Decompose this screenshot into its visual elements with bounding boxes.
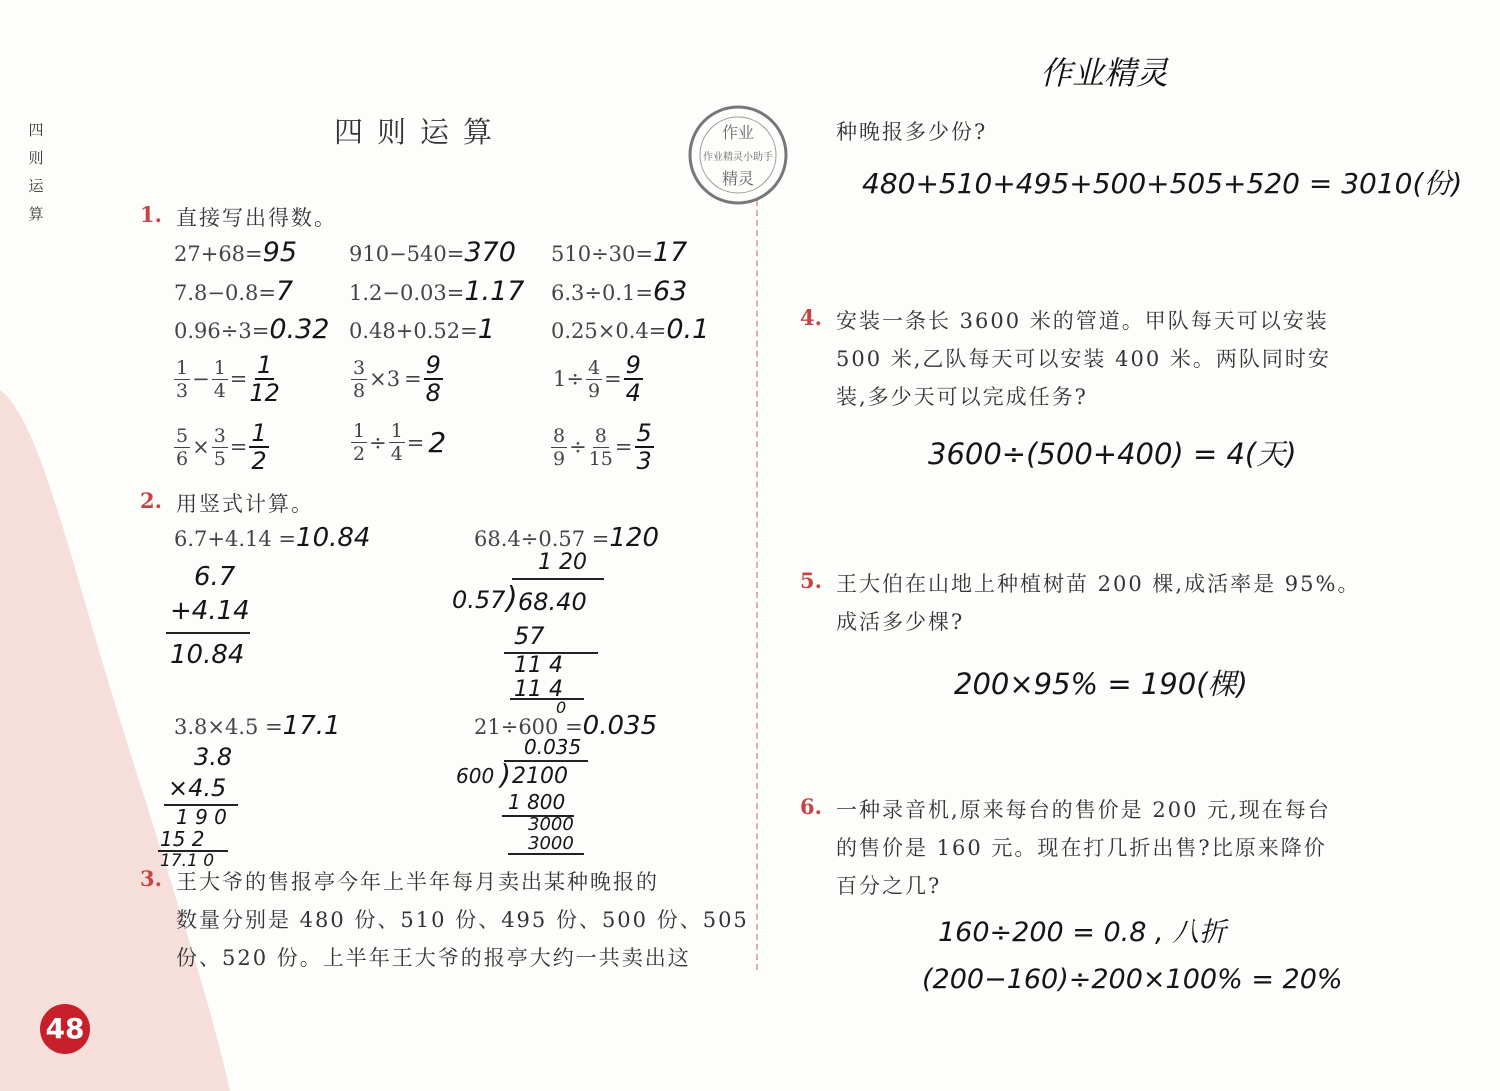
handwritten-answer: 2 xyxy=(428,426,447,459)
work-line: 10.84 xyxy=(170,640,245,670)
handwritten-answer: 160÷200 = 0.8 , 八折 xyxy=(938,917,1227,948)
fraction: $\frac{8}{9}$ xyxy=(553,424,566,470)
work-line: 11 4 xyxy=(514,653,563,678)
handwritten-answer: $\frac{9}{8}$ xyxy=(425,351,441,407)
handwritten-answer: 95 xyxy=(262,237,297,268)
page-divider xyxy=(756,200,758,970)
work-rule xyxy=(504,760,588,762)
question-text: 直接写出得数。 xyxy=(176,206,337,230)
question-number: 2. xyxy=(140,488,162,513)
handwritten-answer: 1.17 xyxy=(464,276,525,307)
problem-text: 0.48+0.52= xyxy=(349,319,478,343)
work-line: 17.1 0 xyxy=(160,851,215,871)
work-line: 3000 xyxy=(528,814,574,835)
question-text: 成活多少棵? xyxy=(836,610,965,634)
stamp-text: 精灵 xyxy=(721,169,755,188)
problem-text: 68.4÷0.57 = xyxy=(474,527,610,551)
work-line: 600 xyxy=(456,764,495,788)
work-line: 11 4 xyxy=(514,677,563,702)
fraction: $\frac{4}{9}$ xyxy=(587,356,601,402)
handwritten-answer: 7 xyxy=(276,276,294,307)
problem xyxy=(551,276,688,307)
question-text: 一种录音机,原来每台的售价是 200 元,现在每台 xyxy=(836,798,1331,822)
question-text: 的售价是 160 元。现在打几折出售?比原来降价 xyxy=(836,836,1327,860)
handwritten-answer: $\frac{9}{4}$ xyxy=(625,351,641,407)
side-tab xyxy=(26,116,46,228)
question-number: 1. xyxy=(140,202,162,227)
brand-watermark: 作业精灵 xyxy=(1040,54,1169,92)
work-line: 1 20 xyxy=(538,550,587,575)
division-bracket: ) xyxy=(506,581,518,616)
fraction: $\frac{3}{5}$ xyxy=(213,424,226,470)
fraction: $\frac{5}{6}$ xyxy=(176,424,189,470)
fraction-problem: $\frac{3}{8}$ ×3 = $\frac{9}{8}$ xyxy=(353,351,441,407)
side-tab-char: 算 xyxy=(28,205,44,223)
handwritten-answer: 370 xyxy=(464,237,516,268)
work-line: 1 9 0 xyxy=(176,805,227,829)
work-line: 0.57 xyxy=(452,586,506,614)
handwritten-answer: 120 xyxy=(609,523,660,553)
question-number: 4. xyxy=(800,305,822,330)
problem xyxy=(551,237,688,268)
fraction: $\frac{3}{8}$ xyxy=(353,356,366,402)
work-line: 3000 xyxy=(528,833,574,854)
question-text: 数量分别是 480 份、510 份、495 份、500 份、505 xyxy=(176,908,749,932)
fraction-problem: $\frac{1}{2}$ ÷ $\frac{1}{4}$ = 2 xyxy=(353,420,447,465)
problem xyxy=(174,713,341,740)
question-text: 种晚报多少份? xyxy=(836,120,988,144)
handwritten-answer: (200−160)÷200×100% = 20% xyxy=(922,964,1343,995)
fraction: $\frac{1}{4}$ xyxy=(213,356,226,402)
handwritten-answer: 3600÷(500+400) = 4(天) xyxy=(928,437,1297,471)
work-line: 1 800 xyxy=(508,790,566,814)
question-text: 王大爷的售报亭今年上半年每月卖出某种晚报的 xyxy=(176,870,659,894)
question-text: 装,多少天可以完成任务? xyxy=(836,385,1088,409)
handwritten-answer: 200×95% = 190(棵) xyxy=(954,667,1248,701)
handwritten-answer: 0.32 xyxy=(269,314,330,345)
problem xyxy=(551,314,710,345)
page-number: 48 xyxy=(40,1004,90,1054)
question-text: 王大伯在山地上种植树苗 200 棵,成活率是 95%。 xyxy=(836,572,1361,596)
division-bracket: ) xyxy=(500,758,511,791)
problem-text: 6.3÷0.1= xyxy=(551,281,653,305)
question-number: 3. xyxy=(140,866,162,891)
handwritten-answer: $\frac{1}{2}$ xyxy=(251,419,267,475)
side-tab-char: 四 xyxy=(28,121,44,139)
handwritten-answer: 1 xyxy=(477,314,495,345)
work-line: 68.40 xyxy=(518,588,587,616)
question-text: 500 米,乙队每天可以安装 400 米。两队同时安 xyxy=(836,347,1331,371)
work-rule xyxy=(166,632,250,634)
fraction-problem: $\frac{5}{6}$ × $\frac{3}{5}$ = $\frac{1}{2}$ xyxy=(176,419,267,475)
question-text: 用竖式计算。 xyxy=(176,492,314,516)
question-text: 百分之几? xyxy=(836,874,942,898)
side-tab-char: 运 xyxy=(28,177,44,195)
fraction-problem: $\frac{1}{3}$ − $\frac{1}{4}$ = $\frac{1}{12}$ xyxy=(176,351,280,407)
handwritten-answer: 17 xyxy=(653,237,688,268)
work-rule xyxy=(508,853,584,855)
problem-text: 7.8−0.8= xyxy=(174,281,276,305)
fraction-problem: 1÷ $\frac{4}{9}$ = $\frac{9}{4}$ xyxy=(553,351,641,407)
side-tab-char: 则 xyxy=(28,149,44,167)
problem-text: 6.7+4.14 = xyxy=(174,527,297,551)
fraction-problem: $\frac{8}{9}$ ÷ $\frac{8}{15}$ = $\frac{5}{3}$ xyxy=(553,419,652,475)
problem xyxy=(174,525,370,552)
stamp-text: 作业 xyxy=(721,123,755,142)
work-rule xyxy=(512,578,604,580)
handwritten-answer: 17.1 xyxy=(282,711,341,741)
problem-text: 3.8×4.5 = xyxy=(174,715,283,739)
handwritten-answer: $\frac{5}{3}$ xyxy=(636,419,652,475)
fraction: $\frac{1}{2}$ xyxy=(353,420,366,465)
page-title: 四则运算 xyxy=(334,115,507,149)
work-line: 3.8 xyxy=(194,743,233,771)
problem xyxy=(349,237,516,268)
problem-text: 21÷600 = xyxy=(474,715,583,739)
handwritten-answer: 480+510+495+500+505+520 = 3010(份) xyxy=(862,167,1463,200)
problem-text: 910−540= xyxy=(349,242,465,266)
work-line: 15 2 xyxy=(160,827,205,851)
work-line: ×4.5 xyxy=(168,774,227,802)
handwritten-answer: 10.84 xyxy=(296,523,371,553)
watermark-stamp xyxy=(683,100,793,210)
problem xyxy=(174,314,330,345)
work-rule xyxy=(510,698,584,700)
fraction: $\frac{1}{4}$ xyxy=(390,420,403,465)
work-line: 2100 xyxy=(512,764,568,789)
question-number: 5. xyxy=(800,568,822,593)
handwritten-answer: 63 xyxy=(653,276,688,307)
problem-text: 510÷30= xyxy=(551,242,653,266)
question-text: 安装一条长 3600 米的管道。甲队每天可以安装 xyxy=(836,309,1329,333)
handwritten-answer: $\frac{1}{12}$ xyxy=(249,351,280,407)
problem xyxy=(174,276,294,307)
problem-text: 0.96÷3= xyxy=(174,319,270,343)
work-line: 0 xyxy=(556,698,567,717)
problem xyxy=(349,314,495,345)
problem-text: 1.2−0.03= xyxy=(349,281,465,305)
problem xyxy=(474,525,659,552)
fraction: $\frac{8}{15}$ xyxy=(588,424,613,470)
handwritten-answer: 0.035 xyxy=(582,711,658,741)
question-text: 份、520 份。上半年王大爷的报亭大约一共卖出这 xyxy=(176,946,691,970)
fraction: $\frac{1}{3}$ xyxy=(176,356,189,402)
work-line: 57 xyxy=(514,622,545,650)
problem-text: 27+68= xyxy=(174,242,263,266)
work-line: 6.7 xyxy=(194,562,236,592)
problem xyxy=(349,276,525,307)
work-line: 0.035 xyxy=(524,735,582,759)
question-number: 6. xyxy=(800,794,822,819)
problem xyxy=(174,237,297,268)
stamp-text: 作业精灵小助手 xyxy=(703,152,773,163)
work-line: +4.14 xyxy=(170,596,250,626)
problem-text: 0.25×0.4= xyxy=(551,319,667,343)
handwritten-answer: 0.1 xyxy=(666,314,710,345)
